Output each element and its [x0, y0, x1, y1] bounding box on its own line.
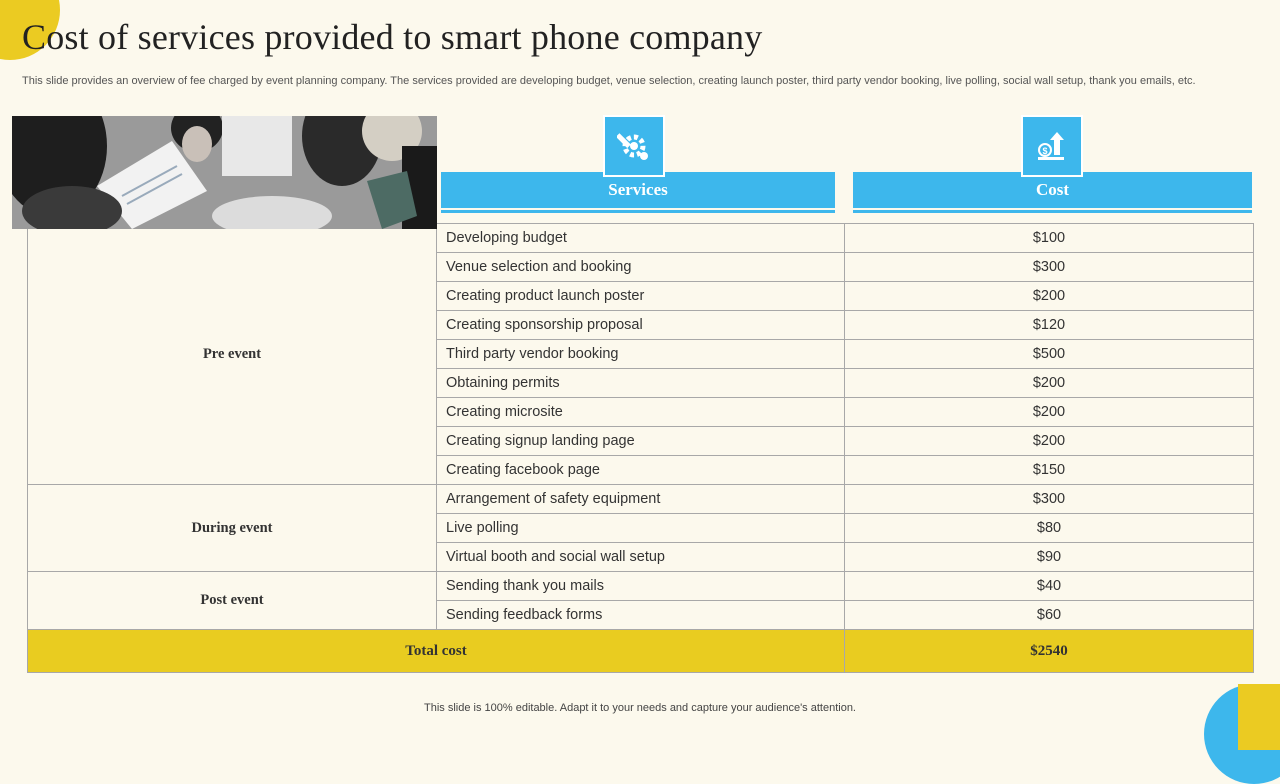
service-cell: Creating signup landing page: [437, 427, 845, 456]
service-cell: Creating product launch poster: [437, 282, 845, 311]
cost-cell: $200: [845, 398, 1254, 427]
service-cell: Creating facebook page: [437, 456, 845, 485]
service-cell: Virtual booth and social wall setup: [437, 543, 845, 572]
service-cell: Venue selection and booking: [437, 253, 845, 282]
service-cell: Sending feedback forms: [437, 601, 845, 630]
services-header: Services: [441, 172, 835, 208]
svg-text:$: $: [1042, 146, 1048, 156]
cost-cell: $90: [845, 543, 1254, 572]
service-cell: Sending thank you mails: [437, 572, 845, 601]
group-label-pre-event: Pre event: [28, 224, 437, 485]
cost-cell: $200: [845, 427, 1254, 456]
page-title: Cost of services provided to smart phone company: [22, 17, 763, 57]
page-description: This slide provides an overview of fee charged by event planning company. The services provided are developing budget, venue selection, creating launch poster, third party vendor booking, live polling, social wall setup, thank you emails, etc.: [22, 75, 1196, 87]
table-row: [28, 485, 1254, 514]
cost-cell: $60: [845, 601, 1254, 630]
total-row: [28, 630, 1254, 673]
cost-cell: $300: [845, 485, 1254, 514]
cost-cell: $500: [845, 340, 1254, 369]
service-cell: Developing budget: [437, 224, 845, 253]
cost-cell: $40: [845, 572, 1254, 601]
cost-cell: $200: [845, 282, 1254, 311]
total-value: $2540: [845, 630, 1254, 673]
service-cell: Third party vendor booking: [437, 340, 845, 369]
gear-wrench-icon: [617, 129, 651, 163]
cost-cell: $80: [845, 514, 1254, 543]
group-label-during-event: During event: [28, 485, 437, 572]
team-photo: [12, 116, 437, 229]
cost-header-underline: [853, 210, 1252, 213]
service-cell: Creating microsite: [437, 398, 845, 427]
service-cell: Live polling: [437, 514, 845, 543]
services-icon-box: [603, 115, 665, 177]
cost-cell: $100: [845, 224, 1254, 253]
table-row: [28, 572, 1254, 601]
footer-note: This slide is 100% editable. Adapt it to your needs and capture your audience's attention.: [424, 702, 856, 714]
cost-cell: $200: [845, 369, 1254, 398]
cost-table: [27, 223, 1254, 673]
corner-decoration-bottom-right: [1204, 684, 1280, 784]
group-label-post-event: Post event: [28, 572, 437, 630]
cost-cell: $150: [845, 456, 1254, 485]
service-cell: Creating sponsorship proposal: [437, 311, 845, 340]
cost-header: Cost: [853, 172, 1252, 208]
service-cell: Arrangement of safety equipment: [437, 485, 845, 514]
total-label: Total cost: [28, 630, 845, 673]
money-growth-icon: [1035, 129, 1069, 163]
cost-cell: $120: [845, 311, 1254, 340]
service-cell: Obtaining permits: [437, 369, 845, 398]
services-header-underline: [441, 210, 835, 213]
cost-icon-box: [1021, 115, 1083, 177]
cost-cell: $300: [845, 253, 1254, 282]
